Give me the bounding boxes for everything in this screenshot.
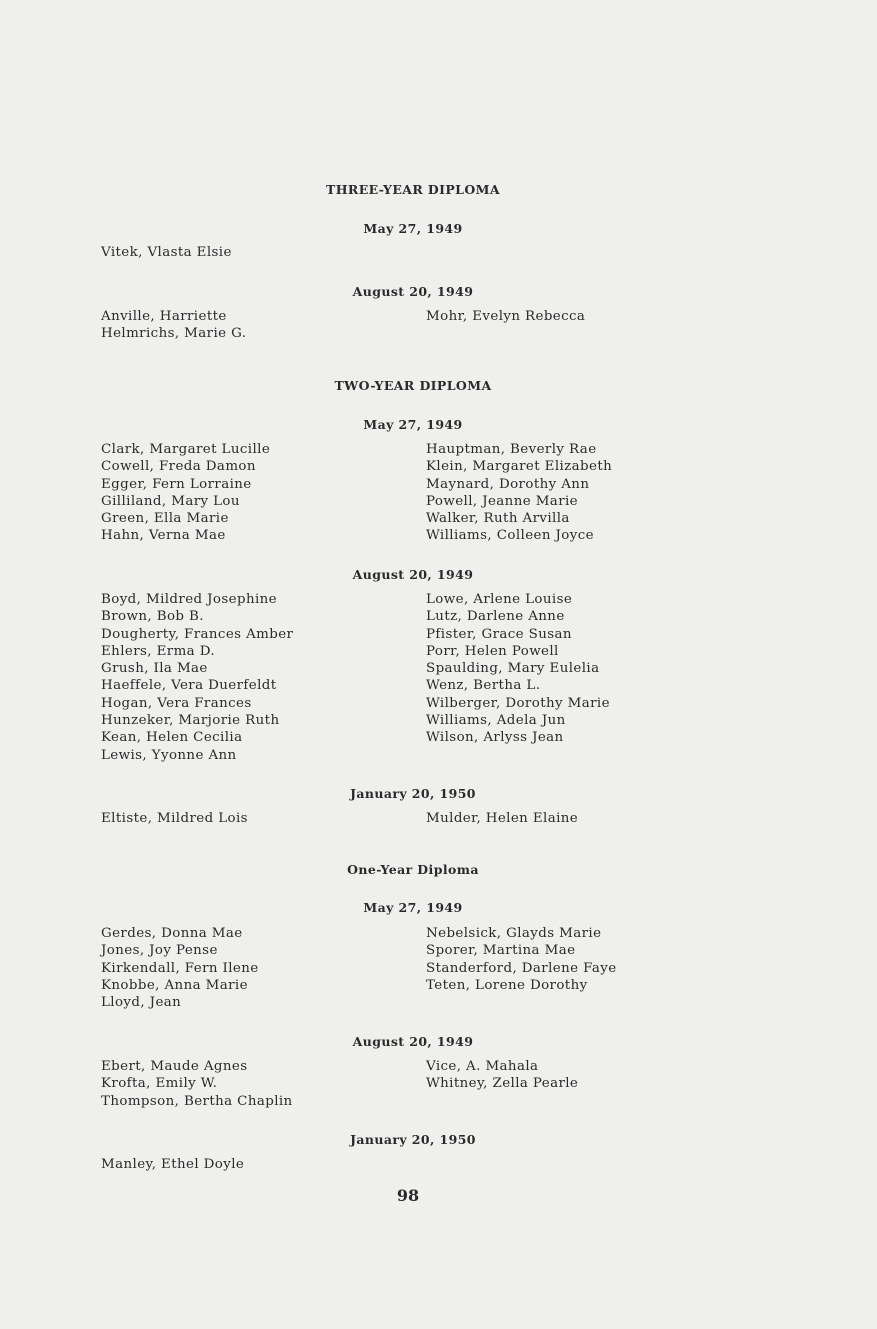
graduate-name: Vice, A. Mahala: [426, 1059, 539, 1074]
graduate-name: Wilberger, Dorothy Marie: [426, 695, 610, 711]
graduate-name: Walker, Ruth Arvilla: [426, 511, 570, 527]
two-year-may-right-list: [426, 441, 612, 545]
graduate-name: Helmrichs, Marie G.: [101, 326, 247, 342]
one-year-aug-date: August 20, 1949: [352, 1034, 474, 1049]
one-year-jan-left-list: [101, 1156, 244, 1173]
graduate-name: Kean, Helen Cecilia: [101, 730, 243, 746]
graduate-name: Williams, Colleen Joyce: [426, 528, 594, 544]
one-year-aug-right-list: [426, 1058, 578, 1093]
graduate-name: Green, Ella Marie: [101, 511, 229, 527]
one-year-diploma-heading: One-Year Diploma: [347, 862, 479, 877]
graduate-name: Lloyd, Jean: [101, 995, 182, 1011]
one-year-may-left-list: [101, 925, 259, 1011]
two-year-aug-left-list: [101, 591, 293, 764]
graduate-name: Wilson, Arlyss Jean: [426, 730, 564, 746]
graduate-name: Egger, Fern Lorraine: [101, 476, 252, 492]
graduate-name: Ebert, Maude Agnes: [101, 1059, 248, 1074]
graduate-name: Porr, Helen Powell: [426, 643, 559, 659]
two-year-may-date: May 27, 1949: [363, 417, 463, 432]
three-year-aug-date: August 20, 1949: [352, 284, 474, 299]
graduate-name: Dougherty, Frances Amber: [101, 626, 294, 642]
three-year-may-date: May 27, 1949: [363, 221, 463, 236]
graduate-name: Ehlers, Erma D.: [101, 643, 216, 659]
graduate-name: Hahn, Verna Mae: [101, 528, 226, 544]
one-year-may-date: May 27, 1949: [363, 900, 463, 915]
graduate-name: Thompson, Bertha Chaplin: [101, 1093, 293, 1109]
one-year-may-right-list: [426, 925, 617, 994]
graduate-name: Mulder, Helen Elaine: [426, 811, 579, 826]
graduate-name: Maynard, Dorothy Ann: [426, 476, 590, 492]
two-year-may-left-list: [101, 441, 270, 545]
graduate-name: Hunzeker, Marjorie Ruth: [101, 713, 280, 729]
graduate-name: Hauptman, Beverly Rae: [426, 442, 597, 457]
graduate-name: Jones, Joy Pense: [101, 943, 218, 959]
graduate-name: Standerford, Darlene Faye: [426, 960, 617, 976]
graduate-name: Lowe, Arlene Louise: [426, 592, 573, 607]
page-number: 98: [396, 1186, 420, 1205]
graduate-name: Williams, Adela Jun: [426, 713, 566, 729]
two-year-jan-date: January 20, 1950: [350, 786, 476, 801]
two-year-aug-date: August 20, 1949: [352, 567, 474, 582]
graduate-name: Krofta, Emily W.: [101, 1076, 218, 1092]
graduate-name: Knobbe, Anna Marie: [101, 977, 248, 993]
graduate-name: Powell, Jeanne Marie: [426, 493, 579, 509]
two-year-diploma-heading: TWO-YEAR DIPLOMA: [334, 378, 492, 393]
graduate-name: Teten, Lorene Dorothy: [426, 977, 588, 993]
three-year-aug-left-list: [101, 308, 246, 343]
graduate-name: Eltiste, Mildred Lois: [101, 811, 248, 826]
graduate-name: Anville, Harriette: [101, 309, 227, 324]
graduate-name: Brown, Bob B.: [101, 609, 204, 625]
one-year-jan-date: January 20, 1950: [350, 1132, 476, 1147]
graduate-name: Gerdes, Donna Mae: [101, 926, 243, 941]
graduate-name: Haeffele, Vera Duerfeldt: [101, 678, 277, 694]
graduate-name: Wenz, Bertha L.: [426, 678, 541, 694]
three-year-may-left-list: [101, 244, 232, 261]
graduate-name: Clark, Margaret Lucille: [101, 442, 271, 457]
graduate-name: Vitek, Vlasta Elsie: [101, 245, 232, 260]
graduate-name: Hogan, Vera Frances: [101, 695, 252, 711]
two-year-jan-left-list: [101, 810, 248, 827]
graduate-name: Lewis, Yyonne Ann: [101, 747, 237, 763]
graduate-name: Grush, Ila Mae: [101, 661, 208, 677]
graduate-name: Pfister, Grace Susan: [426, 626, 572, 642]
graduate-name: Boyd, Mildred Josephine: [101, 592, 278, 607]
graduate-name: Kirkendall, Fern Ilene: [101, 960, 259, 976]
graduate-name: Cowell, Freda Damon: [101, 459, 256, 475]
graduate-name: Gilliland, Mary Lou: [101, 493, 240, 509]
two-year-jan-right-list: [426, 810, 578, 827]
three-year-diploma-heading: THREE-YEAR DIPLOMA: [326, 182, 500, 197]
graduate-name: Whitney, Zella Pearle: [426, 1076, 579, 1092]
one-year-aug-left-list: [101, 1058, 293, 1110]
graduate-name: Manley, Ethel Doyle: [101, 1157, 245, 1172]
graduate-name: Mohr, Evelyn Rebecca: [426, 309, 586, 324]
graduate-name: Nebelsick, Glayds Marie: [426, 926, 602, 941]
graduate-name: Klein, Margaret Elizabeth: [426, 459, 613, 475]
three-year-aug-right-list: [426, 308, 585, 325]
graduate-name: Sporer, Martina Mae: [426, 943, 576, 959]
two-year-aug-right-list: [426, 591, 610, 747]
graduate-name: Spaulding, Mary Eulelia: [426, 661, 600, 677]
graduate-name: Lutz, Darlene Anne: [426, 609, 565, 625]
